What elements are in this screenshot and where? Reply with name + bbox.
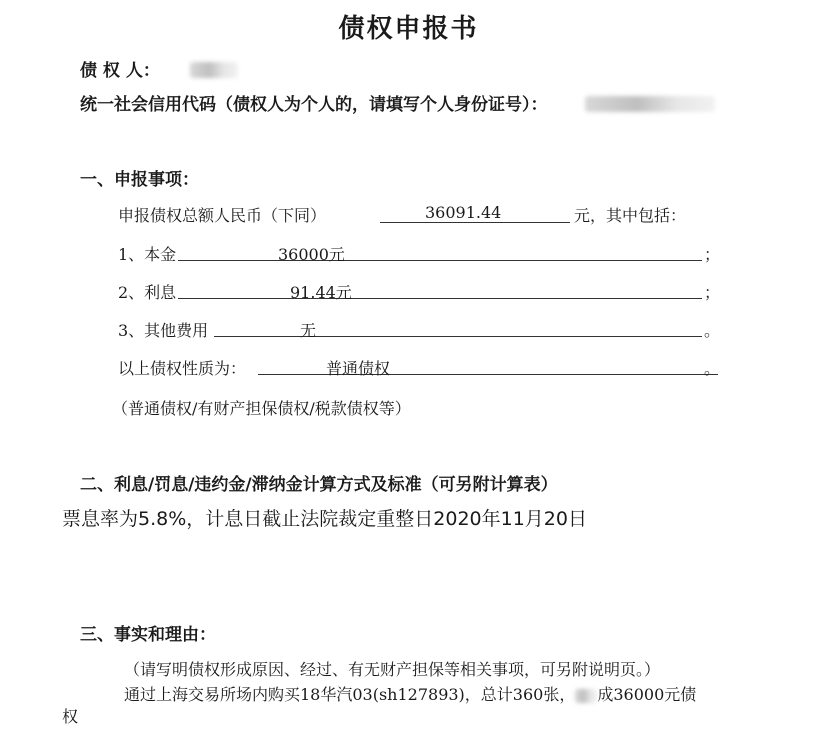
interest-underline (178, 298, 702, 299)
section3-content (124, 682, 696, 705)
redaction-blur (585, 96, 715, 112)
other-fees-label: 3、其他费用 (118, 321, 209, 340)
interest-value: 91.44元 (290, 283, 352, 302)
credit-code-redacted (585, 93, 715, 112)
section3-content-wrap: 权 (62, 707, 79, 726)
section2-heading: 二、利息/罚息/违约金/滞纳金计算方式及标准（可另附计算表） (80, 475, 558, 495)
creditor-label: 债 权 人： (80, 61, 160, 81)
principal-label: 1、本金 (118, 245, 177, 264)
redaction-blur (190, 62, 238, 78)
creditor-name-redacted (190, 59, 238, 78)
nature-period: 。 (704, 359, 721, 378)
nature-value: 普通债权 (326, 359, 391, 378)
interest-label: 2、利息 (118, 283, 177, 302)
principal-underline (178, 260, 702, 261)
section1-heading: 一、申报事项： (80, 170, 199, 190)
credit-code-label: 统一社会信用代码（债权人为个人的，请填写个人身份证号）： (80, 95, 548, 115)
nature-label: 以上债权性质为： (118, 359, 247, 378)
redaction-blur (575, 689, 597, 703)
section3-content-part2: 成36000元债 (597, 685, 697, 704)
section3-content-part1: 通过上海交易所场内购买18华汽03(sh127893)，总计360张， (124, 685, 576, 704)
other-fees-period: 。 (704, 321, 721, 340)
document-title: 债权申报书 (338, 14, 479, 44)
total-prefix: 申报债权总额人民币（下同） (118, 206, 327, 225)
total-underline (380, 222, 570, 223)
total-value: 36091.44 (425, 203, 502, 222)
principal-value: 36000元 (278, 245, 345, 264)
other-fees-value: 无 (300, 321, 317, 340)
interest-semicolon: ； (704, 283, 721, 302)
principal-semicolon: ； (704, 245, 721, 264)
nature-note: （普通债权/有财产担保债权/税款债权等） (112, 399, 411, 418)
section2-content: 票息率为5.8%，计息日截止法院裁定重整日2020年11月20日 (62, 508, 587, 530)
section3-note: （请写明债权形成原因、经过、有无财产担保等相关事项，可另附说明页。） (124, 660, 661, 679)
section3-heading: 三、事实和理由： (80, 625, 216, 645)
other-fees-underline (214, 336, 702, 337)
total-suffix: 元，其中包括： (574, 206, 687, 225)
